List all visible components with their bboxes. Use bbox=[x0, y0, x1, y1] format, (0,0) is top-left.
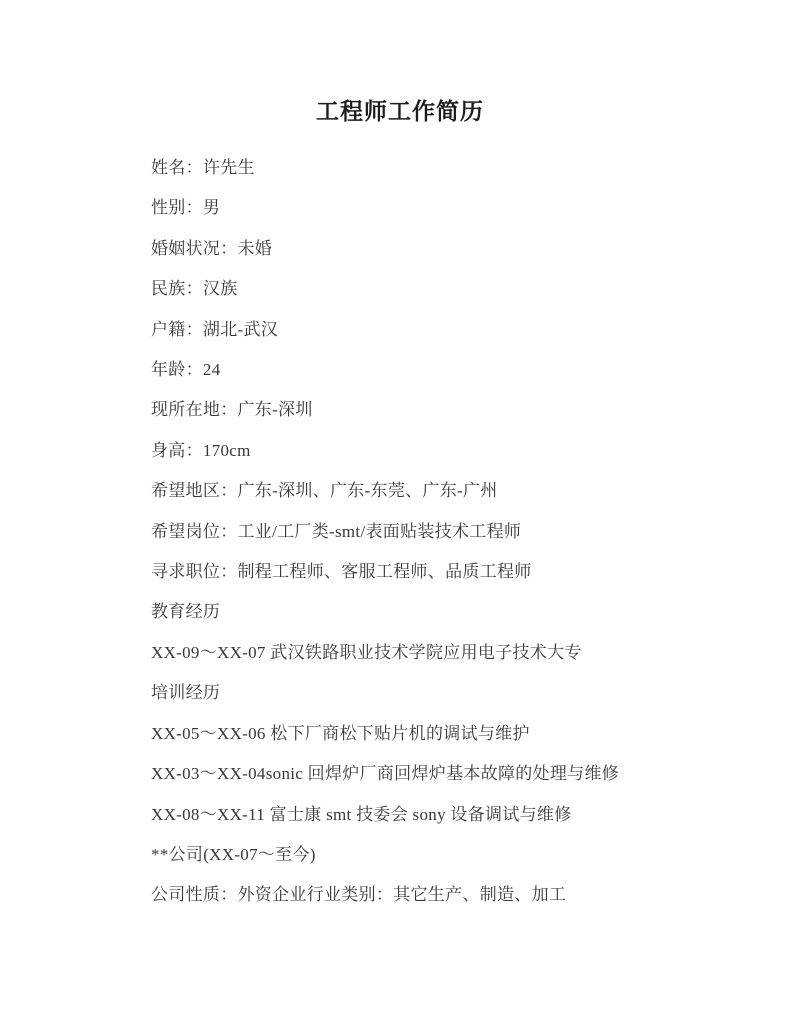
resume-line-training-item-2: XX-03～XX-04sonic 回焊炉厂商回焊炉基本故障的处理与维修 bbox=[151, 764, 620, 784]
resume-line-desired-area: 希望地区：广东-深圳、广东-东莞、广东-广州 bbox=[151, 481, 498, 501]
document-body bbox=[0, 148, 800, 916]
resume-line-ethnicity: 民族：汉族 bbox=[151, 279, 238, 299]
resume-section-training: 培训经历 bbox=[151, 683, 221, 703]
resume-line-household: 户籍：湖北-武汉 bbox=[151, 319, 279, 339]
resume-line-desired-post: 希望岗位：工业/工厂类-smt/表面贴装技术工程师 bbox=[151, 521, 522, 541]
resume-line-training-item-3: XX-08～XX-11 富士康 smt 技委会 sony 设备调试与维修 bbox=[151, 804, 572, 824]
resume-line-age: 年龄：24 bbox=[151, 360, 221, 380]
resume-line-education-item: XX-09～XX-07 武汉铁路职业技术学院应用电子技术大专 bbox=[151, 642, 582, 662]
resume-line-seeking-post: 寻求职位：制程工程师、客服工程师、品质工程师 bbox=[151, 562, 532, 582]
resume-section-education: 教育经历 bbox=[151, 602, 221, 622]
resume-line-marital-status: 婚姻状况：未婚 bbox=[151, 238, 273, 258]
document-title: 工程师工作简历 bbox=[316, 98, 484, 124]
resume-line-training-item-1: XX-05～XX-06 松下厂商松下贴片机的调试与维护 bbox=[151, 723, 530, 743]
resume-line-gender: 性别：男 bbox=[151, 198, 221, 218]
resume-line-location: 现所在地：广东-深圳 bbox=[151, 400, 313, 420]
resume-line-company: **公司(XX-07～至今) bbox=[151, 844, 316, 864]
resume-line-name: 姓名：许先生 bbox=[151, 158, 255, 177]
resume-line-company-type: 公司性质：外资企业行业类别：其它生产、制造、加工 bbox=[151, 885, 567, 905]
resume-line-height: 身高：170cm bbox=[151, 440, 251, 460]
